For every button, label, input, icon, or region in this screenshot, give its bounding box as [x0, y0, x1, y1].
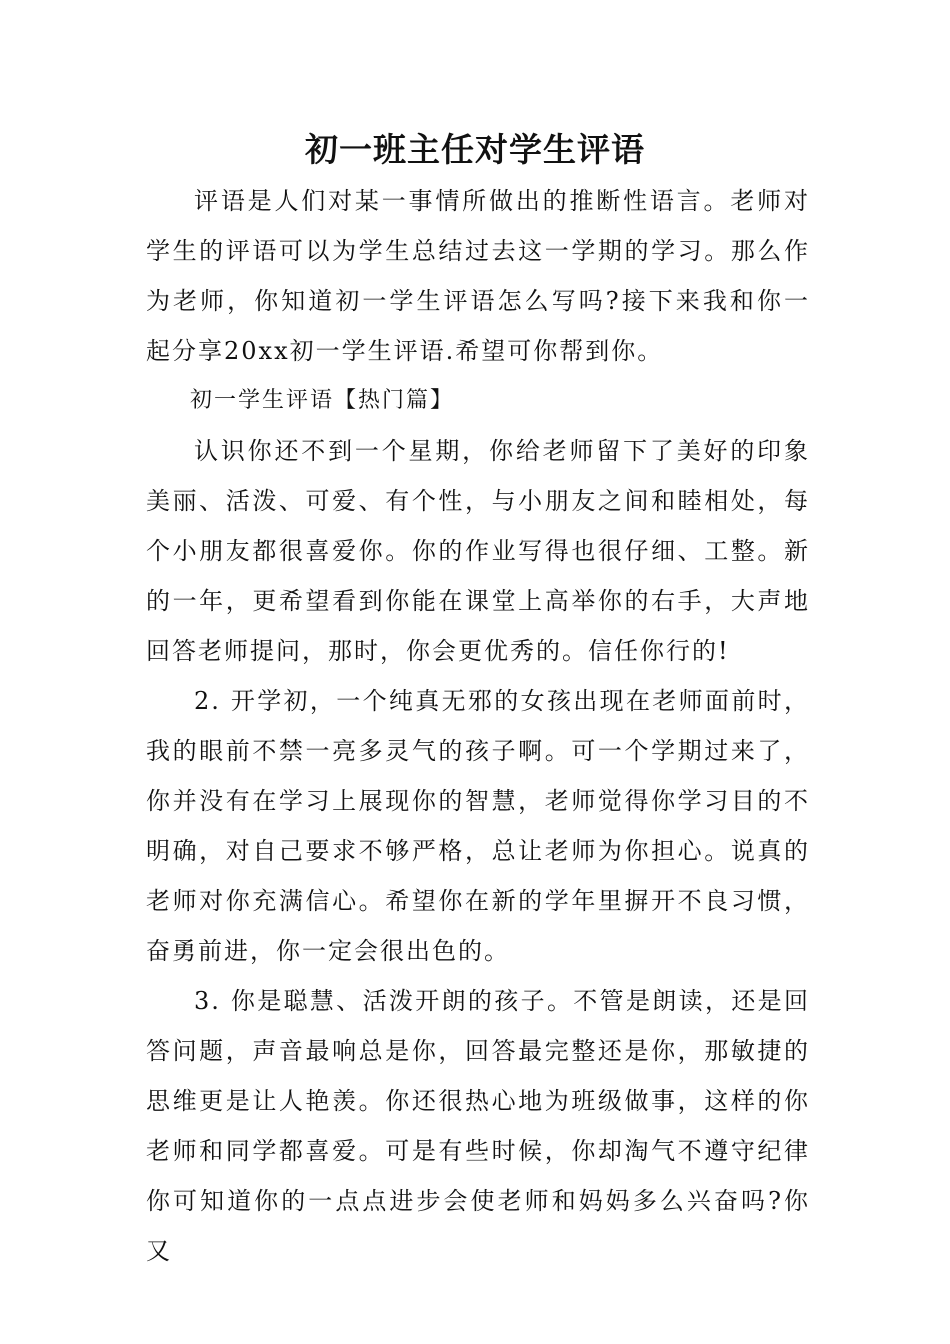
- comment-paragraph-1: 认识你还不到一个星期，你给老师留下了美好的印象美丽、活泼、可爱、有个性，与小朋友之间和睦相处，每个小朋友都很喜爱你。你的作业写得也很仔细、工整。新的一年，更希望看到你能在课堂上高举你的右手，大声地回答老师提问，那时，你会更优秀的。信任你行的!: [146, 437, 810, 665]
- section-heading: 初一学生评语【热门篇】: [190, 388, 455, 413]
- document-body: [146, 176, 810, 1276]
- intro-paragraph: 评语是人们对某一事情所做出的推断性语言。老师对学生的评语可以为学生总结过去这一学期的学习。那么作为老师，你知道初一学生评语怎么写吗?接下来我和你一起分享20xx初一学生评语.希望可你帮到你。: [146, 187, 810, 365]
- comment-paragraph-3: 3. 你是聪慧、活泼开朗的孩子。不管是朗读，还是回答问题，声音最响总是你，回答最完整还是你，那敏捷的思维更是让人艳羡。你还很热心地为班级做事，这样的你老师和同学都喜爱。可是有些时候，你却淘气不遵守纪律你可知道你的一点点进步会使老师和妈妈多么兴奋吗?你又: [146, 987, 810, 1265]
- document-title: 初一班主任对学生评语: [305, 130, 645, 169]
- comment-paragraph-2: 2. 开学初，一个纯真无邪的女孩出现在老师面前时，我的眼前不禁一亮多灵气的孩子啊。可一个学期过来了，你并没有在学习上展现你的智慧，老师觉得你学习目的不明确，对自己要求不够严格，总让老师为你担心。说真的老师对你充满信心。希望你在新的学年里摒开不良习惯，奋勇前进，你一定会很出色的。: [146, 687, 810, 965]
